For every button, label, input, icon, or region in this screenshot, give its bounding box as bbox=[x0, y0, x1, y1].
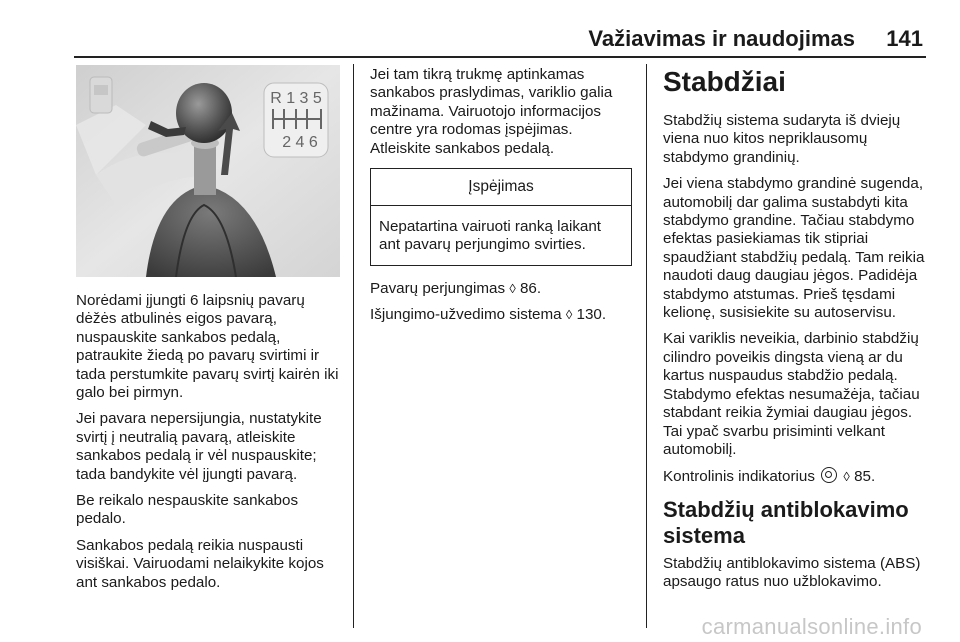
paragraph: Norėdami įjungti 6 laipsnių pavarų dėžės atbulinės eigos pavarą, nuspauskite sankabos pedalą, patraukite žiedą po pavarų svirtimi ir tada perstumkite pavarų svirtį kairėn iki galo bei pirmyn. bbox=[76, 292, 339, 402]
column-divider-1 bbox=[353, 64, 354, 628]
reference-text: Kontrolinis indikatorius bbox=[663, 468, 815, 486]
warning-title: Įspėjimas bbox=[371, 169, 631, 206]
column-divider-2 bbox=[646, 64, 647, 628]
column-2 bbox=[370, 66, 632, 333]
page-header bbox=[0, 0, 960, 55]
gear-pattern-bottom: 2 4 6 bbox=[282, 134, 318, 151]
column-1 bbox=[76, 292, 346, 600]
paragraph: Jei viena stabdymo grandinė sugenda, automobilį dar galima sustabdyti kita stabdymo grandine. Tačiau stabdymo efektas pasiekiamas tik stipriai spaudžiant stabdžių pedalą. Tam reikia naudoti daug daugiau jėgos. Padidėja stabdymo atstumas. Prieš tęsdami kelionę, susisiekite su autoservisu. bbox=[663, 175, 925, 322]
page-number: 141 bbox=[886, 26, 923, 51]
reference-page: 85. bbox=[854, 468, 876, 486]
paragraph: Jei tam tikrą trukmę aptinkamas sankabos praslydimas, variklio galia mažinama. Vairuotojo informacijos centre yra rodomas įspėjimas. Atleiskite sankabos pedalą. bbox=[370, 66, 613, 157]
section-title: Važiavimas ir naudojimas bbox=[588, 26, 855, 51]
paragraph: Kai variklis neveikia, darbinio stabdžių cilindro poveikis dingsta vieną ar du kartus nuspaudus stabdžio pedalą. Stabdymo efektas nesumažėja, tačiau stabdant reikia žymiai daugiau jėgos. Tai ypač svarbu prisiminti velkant automobilį. bbox=[663, 330, 920, 458]
cross-reference[interactable] bbox=[370, 306, 632, 324]
reference-arrow-icon: ◊ bbox=[509, 280, 516, 296]
brake-indicator-icon bbox=[821, 467, 837, 483]
header-rule bbox=[74, 56, 926, 58]
reference-text: Pavarų perjungimas bbox=[370, 279, 506, 297]
paragraph: Stabdžių sistema sudaryta iš dviejų viena nuo kitos nepriklausomų stabdymo grandinių. bbox=[663, 112, 901, 166]
watermark: carmanualsonline.info bbox=[701, 614, 922, 639]
paragraph: Sankabos pedalą reikia nuspausti visiškai. Vairuodami nelaikykite kojos ant sankabos pedalo. bbox=[76, 536, 324, 591]
subsection-heading: Stabdžių antiblokavimo sistema bbox=[663, 496, 909, 548]
cross-reference[interactable] bbox=[663, 467, 928, 486]
warning-text: Nepatartina vairuoti ranką laikant ant pavarų perjungimo svirties. bbox=[379, 218, 602, 254]
paragraph: Jei pavara nepersijungia, nustatykite svirtį į neutralią pavarą, atleiskite sankabos pedalą ir vėl nuspauskite; tada bandykite vėl įjungti pavarą. bbox=[76, 410, 322, 483]
gear-pattern-top: R 1 3 5 bbox=[270, 90, 322, 107]
cross-reference[interactable] bbox=[370, 280, 632, 298]
reference-page: 130. bbox=[576, 306, 607, 324]
reference-arrow-icon: ◊ bbox=[843, 469, 850, 485]
paragraph: Be reikalo nespauskite sankabos pedalo. bbox=[76, 492, 299, 528]
paragraph: Stabdžių antiblokavimo sistema (ABS) apsaugo ratus nuo užblokavimo. bbox=[663, 554, 921, 591]
column-3 bbox=[663, 66, 928, 600]
warning-box bbox=[370, 168, 632, 266]
section-heading: Stabdžiai bbox=[663, 66, 786, 97]
reference-text: Išjungimo-užvedimo sistema bbox=[370, 306, 562, 324]
reference-page: 86. bbox=[519, 279, 542, 297]
reference-arrow-icon: ◊ bbox=[565, 307, 573, 323]
gear-lever-photo bbox=[76, 65, 340, 277]
